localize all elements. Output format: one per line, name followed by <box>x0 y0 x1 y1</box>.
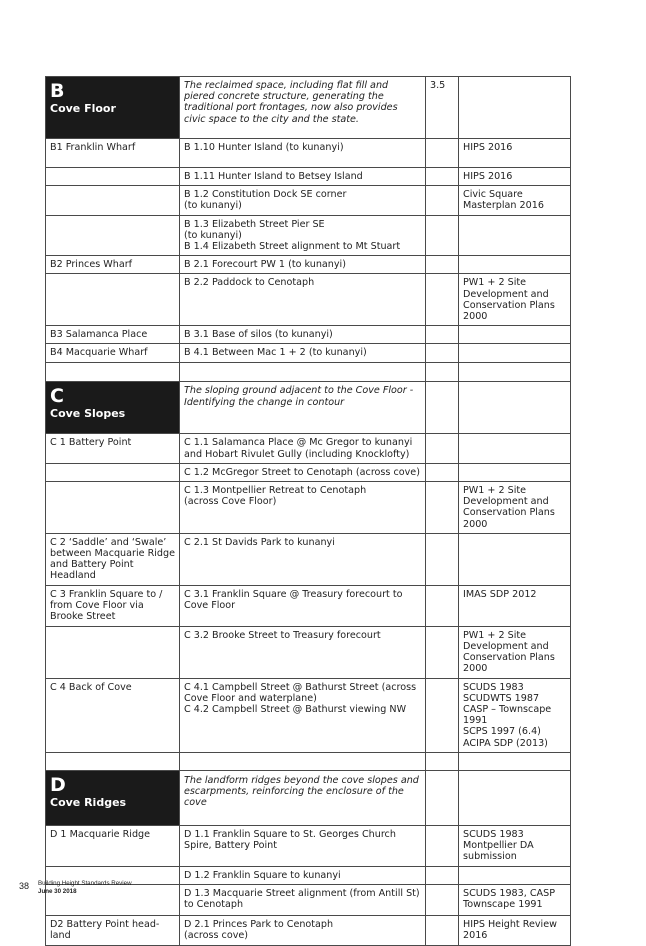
view-cell: B 2.2 Paddock to Cenotaph <box>180 274 426 326</box>
area-cell: B1 Franklin Wharf <box>46 139 180 168</box>
section-header-d <box>46 770 571 825</box>
section-letter: D <box>50 773 66 796</box>
empty-cell <box>426 770 459 825</box>
section-letter: C <box>50 385 64 408</box>
table-row <box>46 434 571 463</box>
table-row <box>46 274 571 326</box>
reference-cell: PW1 + 2 Site Development and Conservation Plans 2000 <box>459 274 571 326</box>
view-cell: D 1.2 Franklin Square to kunanyi <box>180 866 426 884</box>
view-cell: D 1.3 Macquarie Street alignment (from Antill St) to Cenotaph <box>180 884 426 915</box>
table-row <box>46 884 571 915</box>
area-cell: D 1 Macquarie Ridge <box>46 825 180 866</box>
area-cell: C 1 Battery Point <box>46 434 180 463</box>
table-row <box>46 626 571 678</box>
view-cell: C 1.2 McGregor Street to Cenotaph (across cove) <box>180 463 426 481</box>
reference-cell: SCUDS 1983, CASP Townscape 1991 <box>459 884 571 915</box>
view-cell: D 1.1 Franklin Square to St. Georges Church Spire, Battery Point <box>180 825 426 866</box>
empty-cell <box>459 77 571 139</box>
section-header-c <box>46 382 571 434</box>
empty-cell <box>426 866 459 884</box>
empty-cell <box>459 382 571 434</box>
view-cell: C 2.1 St Davids Park to kunanyi <box>180 533 426 585</box>
empty-cell <box>426 752 459 770</box>
view-cell: B 1.2 Constitution Dock SE corner (to kunanyi) <box>180 186 426 215</box>
table-row <box>46 678 571 752</box>
area-cell: C 3 Franklin Square to / from Cove Floor via Brooke Street <box>46 585 180 626</box>
empty-cell <box>426 884 459 915</box>
reference-cell <box>459 344 571 363</box>
table-row <box>46 825 571 866</box>
table-row <box>46 256 571 274</box>
section-number: 3.5 <box>426 77 459 139</box>
reference-cell <box>459 256 571 274</box>
area-cell: C 2 ‘Saddle’ and ‘Swale’ between Macquarie Ridge and Battery Point Headland <box>46 533 180 585</box>
section-name: Cove Slopes <box>50 407 126 421</box>
empty-cell <box>459 770 571 825</box>
view-cell: C 3.2 Brooke Street to Treasury forecourt <box>180 626 426 678</box>
empty-cell <box>426 344 459 363</box>
table-row <box>46 482 571 534</box>
empty-cell <box>426 363 459 382</box>
reference-cell <box>459 533 571 585</box>
table-row <box>46 186 571 215</box>
area-cell <box>46 186 180 215</box>
area-cell: C 4 Back of Cove <box>46 678 180 752</box>
view-cell: B 1.11 Hunter Island to Betsey Island <box>180 168 426 186</box>
area-cell <box>46 482 180 534</box>
view-cell: B 1.3 Elizabeth Street Pier SE (to kunanyi) B 1.4 Elizabeth Street alignment to Mt Stuart <box>180 215 426 256</box>
empty-cell <box>46 752 180 770</box>
empty-cell <box>180 752 426 770</box>
area-cell <box>46 463 180 481</box>
empty-cell <box>459 363 571 382</box>
reference-cell <box>459 463 571 481</box>
area-cell <box>46 168 180 186</box>
reference-cell <box>459 434 571 463</box>
view-cell: B 2.1 Forecourt PW 1 (to kunanyi) <box>180 256 426 274</box>
area-cell <box>46 215 180 256</box>
empty-cell <box>426 168 459 186</box>
empty-cell <box>426 678 459 752</box>
view-cell: C 4.1 Campbell Street @ Bathurst Street (across Cove Floor and waterplane) C 4.2 Campbell Street @ Bathurst viewing NW <box>180 678 426 752</box>
section-label <box>46 382 180 434</box>
section-letter: B <box>50 80 65 102</box>
spacer-row <box>46 752 571 770</box>
empty-cell <box>426 825 459 866</box>
empty-cell <box>426 626 459 678</box>
document-title: Building Height Standards Review <box>38 880 132 887</box>
area-cell: B4 Macquarie Wharf <box>46 344 180 363</box>
view-cell: B 3.1 Base of silos (to kunanyi) <box>180 326 426 344</box>
section-header-b <box>46 77 571 139</box>
empty-cell <box>426 326 459 344</box>
reference-cell: PW1 + 2 Site Development and Conservation Plans 2000 <box>459 482 571 534</box>
reference-cell: HIPS Height Review 2016 <box>459 915 571 945</box>
section-label <box>46 770 180 825</box>
empty-cell <box>426 585 459 626</box>
section-label <box>46 77 180 139</box>
empty-cell <box>426 274 459 326</box>
heritage-views-table <box>45 76 571 946</box>
empty-cell <box>426 482 459 534</box>
section-name: Cove Ridges <box>50 795 127 809</box>
page-number: 38 <box>19 881 30 891</box>
empty-cell <box>180 363 426 382</box>
empty-cell <box>459 752 571 770</box>
area-cell: D2 Battery Point head-land <box>46 915 180 945</box>
empty-cell <box>426 463 459 481</box>
table-row <box>46 326 571 344</box>
reference-cell: PW1 + 2 Site Development and Conservation Plans 2000 <box>459 626 571 678</box>
table-row <box>46 344 571 363</box>
table-row <box>46 915 571 945</box>
reference-cell: HIPS 2016 <box>459 139 571 168</box>
view-cell: D 2.1 Princes Park to Cenotaph (across cove) <box>180 915 426 945</box>
empty-cell <box>46 363 180 382</box>
reference-cell: SCUDS 1983 Montpellier DA submission <box>459 825 571 866</box>
section-description: The sloping ground adjacent to the Cove Floor - Identifying the change in contour <box>180 382 426 434</box>
empty-cell <box>426 434 459 463</box>
empty-cell <box>426 186 459 215</box>
table-row <box>46 585 571 626</box>
table-row <box>46 139 571 168</box>
reference-cell: SCUDS 1983 SCUDWTS 1987 CASP – Townscape 1991 SCPS 1997 (6.4) ACIPA SDP (2013) <box>459 678 571 752</box>
view-cell: B 1.10 Hunter Island (to kunanyi) <box>180 139 426 168</box>
area-cell <box>46 274 180 326</box>
table-row <box>46 533 571 585</box>
view-cell: C 3.1 Franklin Square @ Treasury forecourt to Cove Floor <box>180 585 426 626</box>
table-row <box>46 215 571 256</box>
empty-cell <box>426 256 459 274</box>
empty-cell <box>426 533 459 585</box>
section-name: Cove Floor <box>50 102 116 115</box>
view-cell: B 4.1 Between Mac 1 + 2 (to kunanyi) <box>180 344 426 363</box>
empty-cell <box>426 915 459 945</box>
reference-cell: HIPS 2016 <box>459 168 571 186</box>
reference-cell <box>459 215 571 256</box>
spacer-row <box>46 363 571 382</box>
reference-cell: IMAS SDP 2012 <box>459 585 571 626</box>
area-cell: B3 Salamanca Place <box>46 326 180 344</box>
reference-cell <box>459 866 571 884</box>
table-row <box>46 463 571 481</box>
view-cell: C 1.1 Salamanca Place @ Mc Gregor to kunanyi and Hobart Rivulet Gully (including Knocklofty) <box>180 434 426 463</box>
area-cell <box>46 626 180 678</box>
empty-cell <box>426 139 459 168</box>
document-date: June 30 2018 <box>38 888 77 895</box>
table-row <box>46 168 571 186</box>
empty-cell <box>426 215 459 256</box>
reference-cell <box>459 326 571 344</box>
section-description: The landform ridges beyond the cove slopes and escarpments, reinforcing the enclosure of the cove <box>180 770 426 825</box>
section-description: The reclaimed space, including flat fill and piered concrete structure, generating the traditional port frontages, now also provides civic space to the city and the state. <box>180 77 426 139</box>
view-cell: C 1.3 Montpellier Retreat to Cenotaph (across Cove Floor) <box>180 482 426 534</box>
reference-cell: Civic Square Masterplan 2016 <box>459 186 571 215</box>
empty-cell <box>426 382 459 434</box>
area-cell: B2 Princes Wharf <box>46 256 180 274</box>
